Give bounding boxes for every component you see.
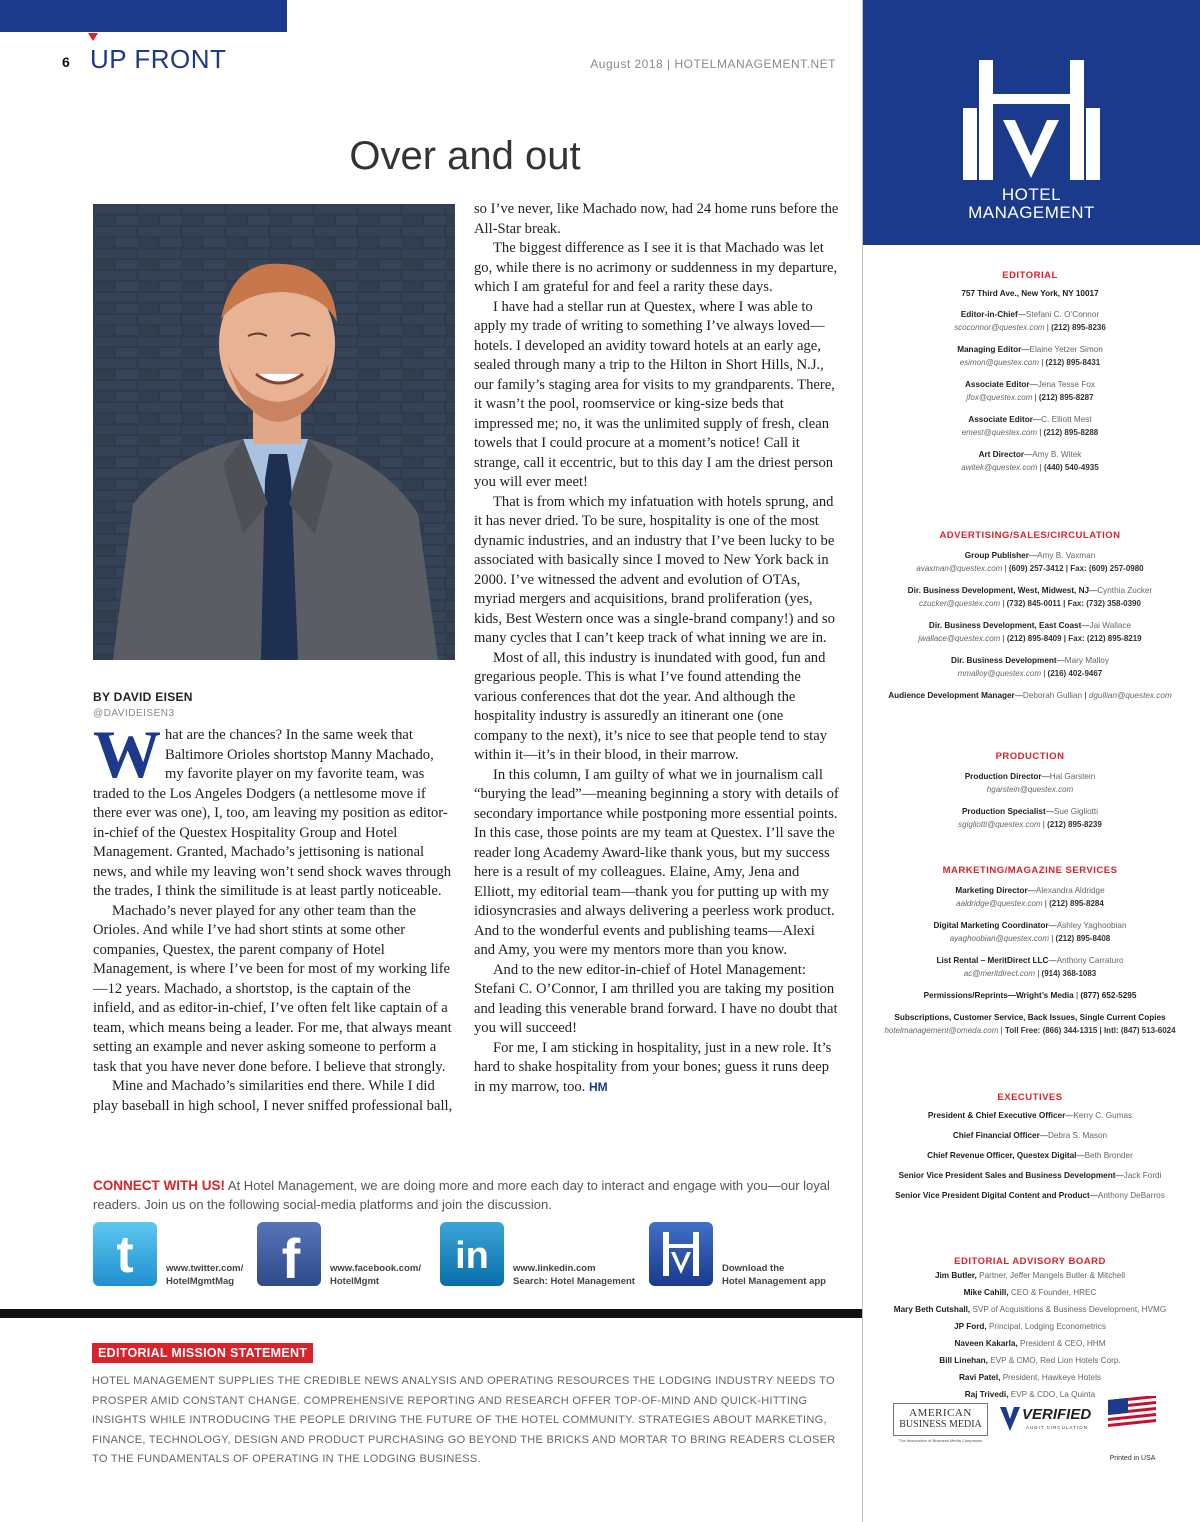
board-member: Ravi Patel, President, Hawkeye Hotels <box>959 1373 1101 1382</box>
issue-line: August 2018 | HOTELMANAGEMENT.NET <box>590 57 836 71</box>
article-paragraph: The biggest difference as I see it is that Machado was let go, while there is no acrimony or suddenness in my departure, which I am grateful for and feel a rarity these days. <box>474 240 838 295</box>
executive-entry: Chief Financial Officer—Debra S. Mason <box>952 1131 1108 1140</box>
connect-text: At Hotel Management, we are doing more and more each day to interact and engage with you—our loyal readers. Join us on the following social-media platforms and join the discussion. <box>93 1178 830 1212</box>
board-member: JP Ford, Principal, Lodging Econometrics <box>954 1322 1106 1331</box>
staff-entry: Subscriptions, Customer Service, Back Issues, Single Current Copies hotelmanagement@omeda.com | Toll Free: (866) 344-1315 | Intl: (847) 513-6024 <box>884 1013 1176 1035</box>
office-address: 757 Third Ave., New York, NY 10017 <box>961 289 1099 298</box>
connect-section <box>93 1176 833 1214</box>
staff-entry: Dir. Business Development, West, Midwest, NJ—Cynthia Zucker czucker@questex.com | (732) 845-0011 | Fax: (732) 358-0390 <box>907 586 1153 608</box>
section-name: UP FRONT <box>90 44 227 74</box>
svg-text:in: in <box>455 1235 489 1277</box>
article-paragraph: And to the new editor-in-chief of Hotel Management: Stefani C. O’Connor, I am thrilled you are taking my position and leading this venerable brand forward. I have no doubt that you will succeed! <box>474 961 838 1036</box>
advisory-board-section <box>870 1256 1190 1407</box>
facebook-icon[interactable] <box>257 1222 321 1286</box>
top-color-bar <box>0 0 287 32</box>
board-member: Naveen Kakarla, President & CEO, HHM <box>954 1339 1106 1348</box>
hm-app-icon[interactable] <box>649 1222 713 1286</box>
staff-entry: Editor-in-Chief—Stefani C. O’Connor scoconnor@questex.com | (212) 895-8236 <box>954 310 1106 332</box>
verified-text: VERIFIED <box>1022 1406 1092 1423</box>
linkedin-link-text[interactable]: www.linkedin.com Search: Hotel Management <box>513 1263 635 1287</box>
verified-audit-badge <box>998 1403 1098 1433</box>
paragraph-text: For me, I am sticking in hospitality, just in a new role. It’s hard to shake hospitality from your bones; guess it runs deep in my marrow, too. <box>474 1039 832 1095</box>
article-paragraph: Machado’s never played for any other team than the Orioles. And while I’ve had short stints at some other companies, Questex, the parent company of Hotel Management, is where I’ve been for most of my working life—12 years. Machado, a shortstop, is the captain of the infield, and as editor-in-chief, I’ve often felt like captain of a team, which means being a leader. For me, that always meant setting an example and never asking someone to perform a task that you have never done before. I believe that strongly. <box>93 902 452 1075</box>
drop-cap: W <box>93 716 161 792</box>
article-paragraph <box>93 716 455 902</box>
article-column-2 <box>474 200 839 1097</box>
masthead-brand <box>863 186 1200 222</box>
american-business-media-badge <box>893 1403 988 1436</box>
linkedin-icon[interactable] <box>440 1222 504 1286</box>
page-number: 6 <box>62 54 70 70</box>
facebook-link-text[interactable]: www.facebook.com/ HotelMgmt <box>330 1263 421 1287</box>
author-handle: @DAVIDEISEN3 <box>93 708 175 719</box>
section-heading: MARKETING/MAGAZINE SERVICES <box>942 865 1118 876</box>
svg-text:f: f <box>281 1227 301 1286</box>
article-paragraph: I have had a stellar run at Questex, where I was able to apply my trade of writing to something I’ve always loved—hotels. I developed an avidity toward hotels at an early age, sealed through many a trip to the Hilton in Short Hills, N.J., our family’s staging area for visits to my grandparents. There, it wasn’t the pool, roomservice or king-size beds that impressed me; no, it was the unlimited supply of fresh, clean towels that I could procure at a moment’s notice! Call it strange, call it eccentric, but to this day I am the driest person you will ever meet! <box>474 298 835 490</box>
executives-section <box>870 1092 1190 1211</box>
staff-entry: Production Specialist—Sue Gigliotti sgigliotti@questex.com | (212) 895-8239 <box>958 807 1102 829</box>
section-divider <box>0 1309 862 1318</box>
abm-line-2: BUSINESS MEDIA <box>899 1419 982 1430</box>
us-flag-icon <box>1108 1396 1156 1430</box>
executive-entry: Chief Revenue Officer, Questex Digital—Beth Bronder <box>927 1151 1133 1160</box>
article-paragraph <box>474 1039 839 1098</box>
section-heading: ADVERTISING/SALES/CIRCULATION <box>939 530 1121 541</box>
staff-entry: Dir. Business Development—Mary Malloy mmalloy@questex.com | (216) 402-9467 <box>951 656 1109 678</box>
editorial-section <box>870 270 1190 483</box>
article-paragraph: Mine and Machado’s similarities end there. While I did play baseball in high school, I never sniffed professional ball, <box>93 1078 453 1114</box>
section-heading: EDITORIAL <box>1002 270 1058 281</box>
executive-entry: Senior Vice President Digital Content and Product—Anthony DeBarros <box>895 1191 1165 1200</box>
production-section <box>870 751 1190 840</box>
article-column-1 <box>93 716 455 1116</box>
executive-entry: Senior Vice President Sales and Business Development—Jack Fordi <box>898 1171 1162 1180</box>
end-tag: HM <box>588 1079 608 1094</box>
printed-in-usa: Printed in USA <box>1109 1455 1156 1462</box>
staff-entry: Digital Marketing Coordinator—Ashley Yaghoobian ayaghoobian@questex.com | (212) 895-8408 <box>933 921 1127 943</box>
staff-entry: Associate Editor—C. Elliott Mest emest@questex.com | (212) 895-8288 <box>961 415 1099 437</box>
board-member: Bill Linehan, EVP & CMO, Red Lion Hotels Corp. <box>939 1356 1121 1365</box>
board-member: Jim Butler, Partner, Jeffer Mangels Butler & Mitchell <box>934 1271 1126 1280</box>
section-heading: EDITORIAL ADVISORY BOARD <box>954 1256 1106 1267</box>
advertising-section <box>870 530 1190 711</box>
article-paragraph: so I’ve never, like Machado now, had 24 home runs before the All-Star break. <box>474 201 839 237</box>
staff-entry: Production Director—Hal Garstein hgarstein@questex.com <box>964 772 1096 794</box>
author-photo <box>93 204 455 660</box>
section-marker-triangle <box>88 33 98 41</box>
abm-subtitle: The Association of Business Media Companies <box>898 1438 983 1443</box>
twitter-link-text[interactable]: www.twitter.com/ HotelMgmtMag <box>166 1263 244 1287</box>
app-link-text[interactable]: Download the Hotel Management app <box>722 1263 826 1287</box>
staff-entry: Permissions/Reprints—Wright’s Media | (877) 652-5295 <box>923 991 1137 1000</box>
article-title: Over and out <box>349 134 581 178</box>
connect-title: CONNECT WITH US! <box>93 1178 225 1193</box>
executive-entry: President & Chief Executive Officer—Kerry C. Gumas <box>927 1111 1133 1120</box>
staff-entry: Marketing Director—Alexandra Aldridge aaldridge@questex.com | (212) 895-8284 <box>955 886 1105 908</box>
staff-entry: Group Publisher—Amy B. Vaxman avaxman@questex.com | (609) 257-3412 | Fax: (609) 257-0980 <box>916 551 1144 573</box>
author-portrait-image <box>93 204 455 660</box>
article-paragraph: In this column, I am guilty of what we in journalism call “burying the lead”—meaning beginning a story with details of secondary importance while postponing more essential points. In this case, those points are my team at Questex. I’ll save the reader long Academy Award-like thank yous, but my success here is a result of my colleagues. Elaine, Amy, Jena and Elliott, my editorial team—thank you for putting up with my idiosyncrasies and always delivering a peerless work product. And to the wonderful events and publishing teams—Alexi and Amy, you were my mentors more than you know. <box>474 766 839 958</box>
mission-title: EDITORIAL MISSION STATEMENT <box>92 1343 313 1363</box>
masthead-banner <box>863 0 1200 245</box>
abm-line-1: AMERICAN <box>909 1407 972 1419</box>
mission-text: HOTEL MANAGEMENT SUPPLIES THE CREDIBLE NEWS ANALYSIS AND OPERATING RESOURCES THE LODGING INDUSTRY NEEDS TO PROSPER AMID CONSTANT CHANGE. COMPREHENSIVE REPORTING AND RESEARCH OFFER TOP-OF-MIND AND QUICK-HITTING INSIGHTS WHILE INTRODUCING THE PEOPLE DRIVING THE FUTURE OF THE HOTEL COMMUNITY. STRATEGIES ABOUT MARKETING, FINANCE, TECHNOLOGY, DESIGN AND PRODUCT PURCHASING GO BEYOND THE BRICKS AND MORTAR TO BRING READERS CLOSER TO THE FUNDAMENTALS OF OPERATING IN THE LODGING BUSINESS. <box>92 1375 836 1465</box>
staff-entry: Managing Editor—Elaine Yetzer Simon esimon@questex.com | (212) 895-8431 <box>957 345 1103 367</box>
paragraph-text: hat are the chances? In the same week that Baltimore Orioles shortstop Manny Machado, my favorite player on my favorite team, was traded to the Los Angeles Dodgers (a nettlesome move if there ever was one), I, too, am leaving my position as editor-in-chief of the Questex Hospitality Group and Hotel Management. Granted, Machado’s jettisoning is national news, and while my leaving won’t send shock waves through the trades, I think the similitude is at least partly noticeable. <box>93 727 452 899</box>
svg-text:t: t <box>116 1226 134 1284</box>
staff-entry: Dir. Business Development, East Coast—Jai Wallace jwallace@questex.com | (212) 895-8409 | Fax: (212) 895-8219 <box>918 621 1142 643</box>
board-member: Raj Trivedi, EVP & CDO, La Quinta <box>964 1390 1096 1399</box>
twitter-icon[interactable] <box>93 1222 157 1286</box>
verified-subtitle: AUDIT CIRCULATION <box>1026 1425 1088 1430</box>
brand-line-1: HOTEL <box>1001 185 1062 204</box>
board-member: Mike Cahill, CEO & Founder, HREC <box>963 1288 1097 1297</box>
byline: BY DAVID EISEN <box>93 690 193 704</box>
section-heading: EXECUTIVES <box>997 1092 1063 1103</box>
staff-entry: Audience Development Manager—Deborah Gullian | dgullian@questex.com <box>888 691 1172 700</box>
hotel-management-logo-icon <box>963 60 1100 180</box>
section-heading: PRODUCTION <box>995 751 1065 762</box>
brand-line-2: MANAGEMENT <box>968 203 1095 222</box>
article-paragraph: Most of all, this industry is inundated with good, fun and gregarious people. This is what I’ve found attending the various conferences that dot the year. And although the hospitality industry is assuredly an itinerant one (one company to the next), it’s nice to see that people tend to stay within it—it’s in their blood, in their marrow. <box>474 649 827 763</box>
staff-entry: Associate Editor—Jena Tesse Fox jfox@questex.com | (212) 895-8287 <box>965 380 1095 402</box>
board-member: Mary Beth Cutshall, SVP of Acquisitions & Business Development, HVMG <box>893 1305 1167 1314</box>
staff-entry: List Rental – MeritDirect LLC—Anthony Carraturo ac@meritdirect.com | (914) 368-1083 <box>936 956 1124 978</box>
staff-entry: Art Director—Amy B. Witek awitek@questex.com | (440) 540-4935 <box>961 450 1099 472</box>
verified-check-icon <box>998 1403 1022 1433</box>
marketing-section <box>870 865 1190 1046</box>
article-paragraph: That is from which my infatuation with hotels sprung, and it has never dried. To be sure, hospitality is one of the most dynamic industries, and an industry that I’ve been lucky to be associated with basically since I moved to New York back in 2000. I’ve witnessed the advent and evolution of OTAs, myriad mergers and acquisitions, brand proliferation (yes, kids, Best Western once was a single-brand company!) and so many cycles that I can’t keep track of what inning we are in. <box>474 493 835 646</box>
